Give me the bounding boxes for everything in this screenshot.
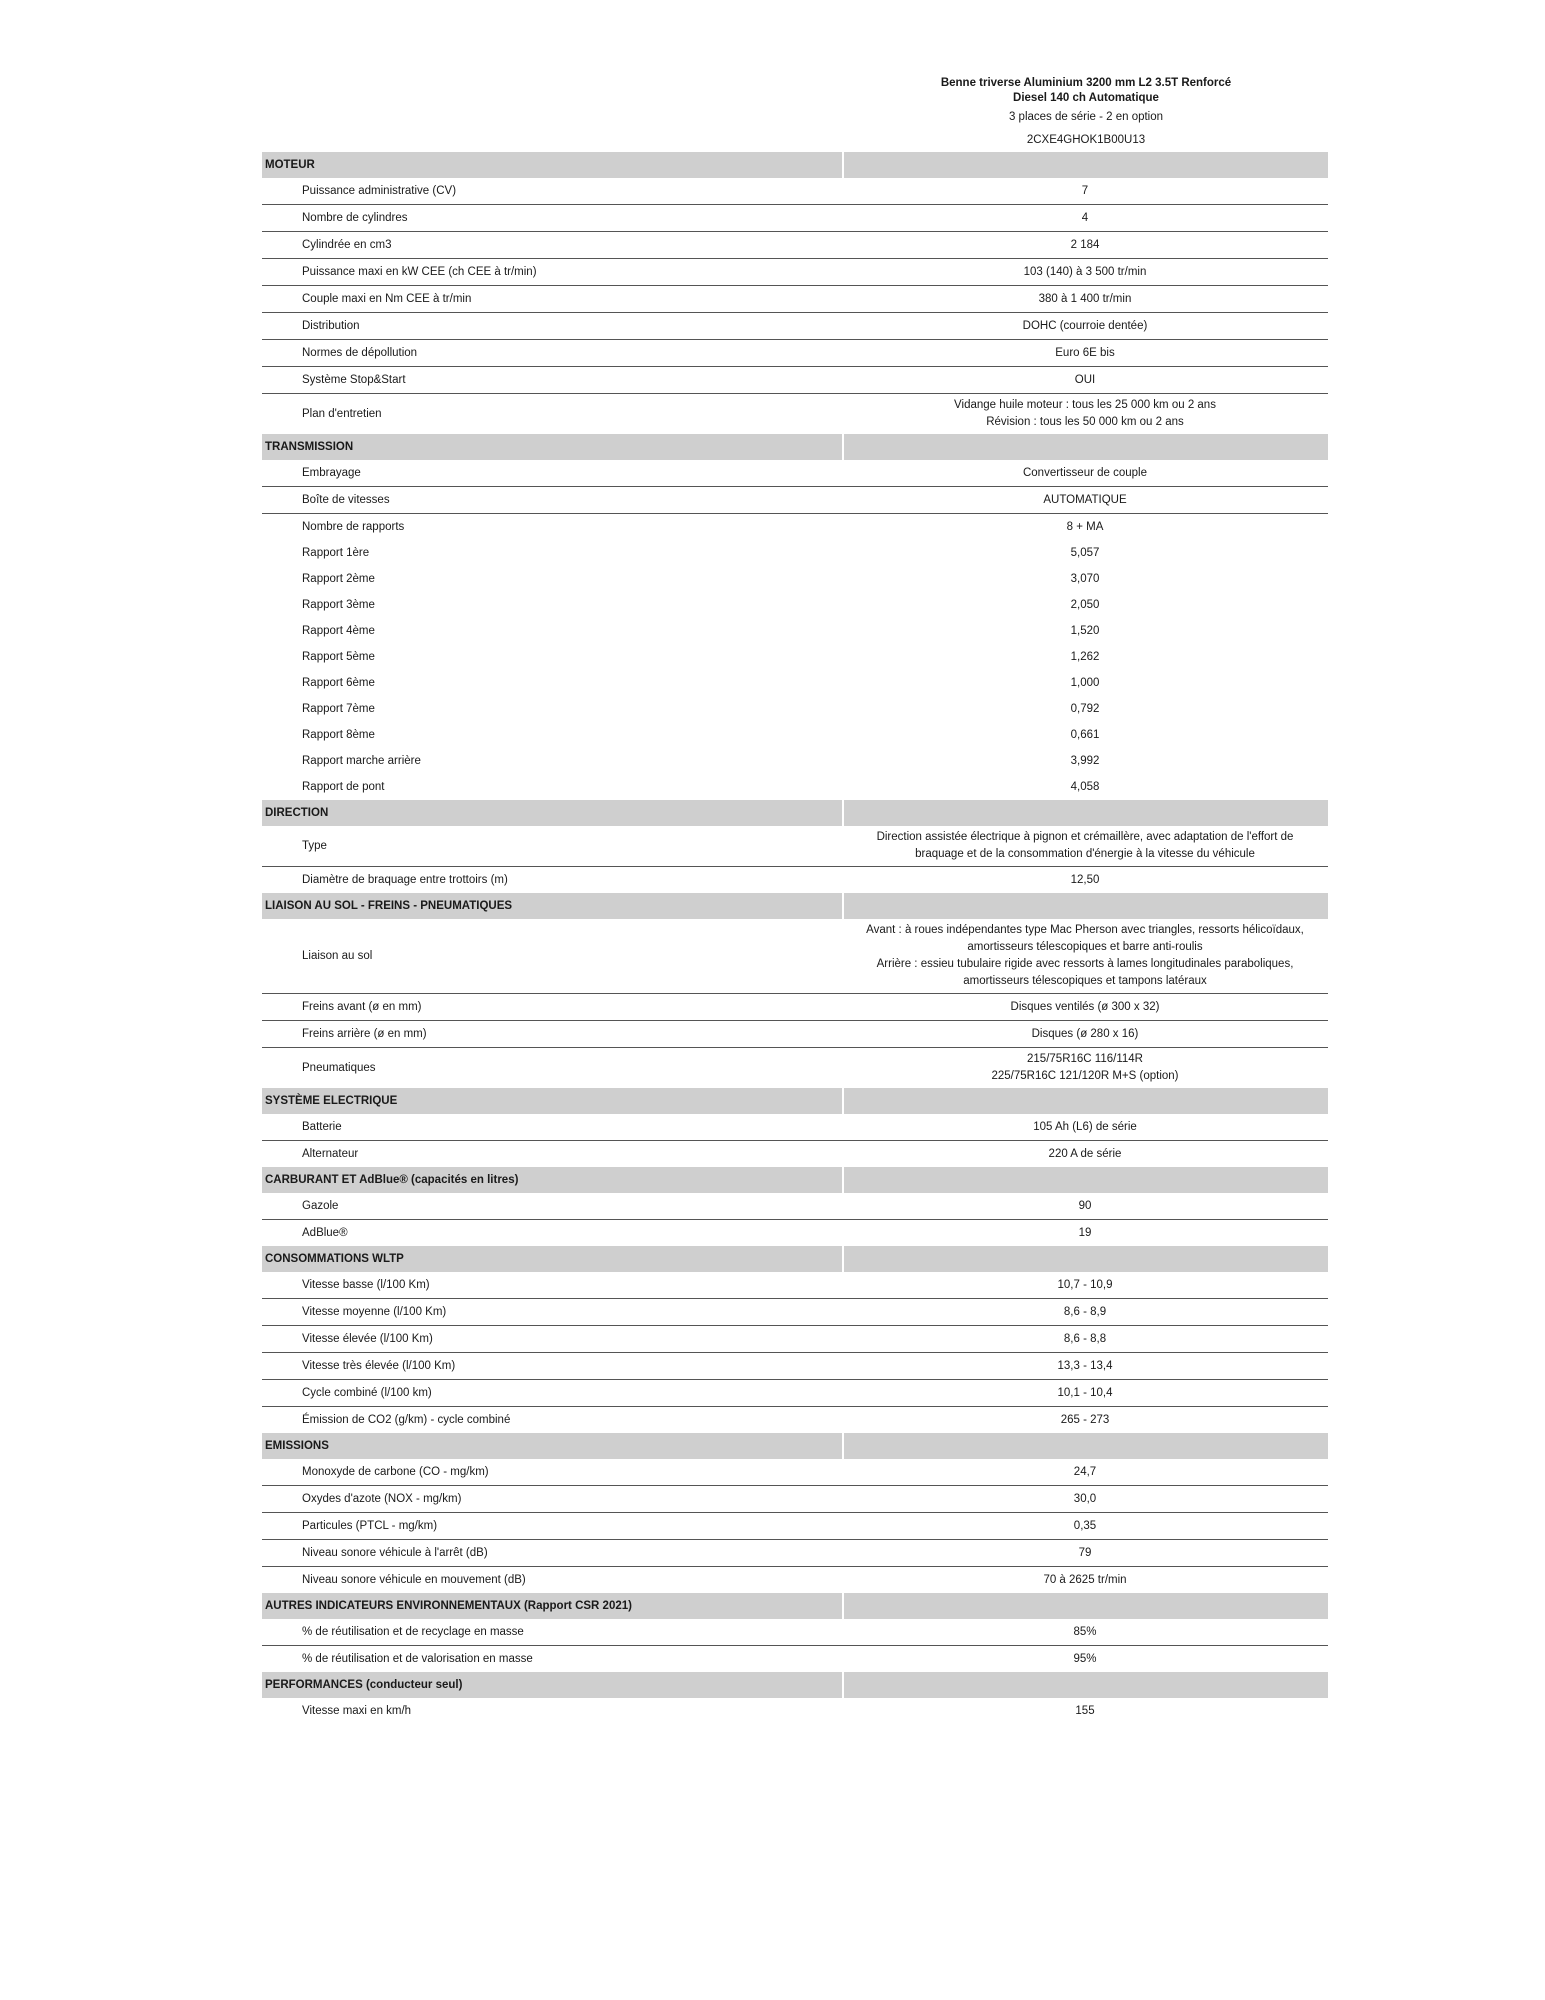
spec-label: Rapport 6ème [302,677,375,689]
spec-label: % de réutilisation et de recyclage en masse [302,1626,524,1638]
spec-row [262,178,1328,205]
section-header-fill [844,893,1328,919]
spec-row [262,696,1328,722]
section-title: CARBURANT ET AdBlue® (capacités en litres) [262,1167,842,1193]
spec-row [262,1353,1328,1380]
spec-row [262,1021,1328,1048]
spec-label: Rapport 1ère [302,547,370,559]
vehicle-code: 2CXE4GHOK1B00U13 [1026,134,1146,146]
spec-row [262,514,1328,540]
spec-label: Vitesse basse (l/100 Km) [302,1279,430,1291]
section-title: PERFORMANCES (conducteur seul) [262,1672,842,1698]
section-title: LIAISON AU SOL - FREINS - PNEUMATIQUES [262,893,842,919]
spec-value: 4,058 [1070,780,1100,793]
spec-value: 85% [1073,1625,1097,1638]
spec-value: 8,6 - 8,9 [1063,1305,1107,1318]
spec-row [262,1698,1328,1724]
vehicle-title-line-2: Diesel 140 ch Automatique [1013,92,1159,104]
spec-row [262,748,1328,774]
spec-row [262,1486,1328,1513]
section-title: TRANSMISSION [262,434,842,460]
spec-value: 1,000 [1070,676,1100,689]
spec-row [262,340,1328,367]
spec-label: Couple maxi en Nm CEE à tr/min [302,293,472,305]
spec-row [262,919,1328,994]
spec-label: Rapport 4ème [302,625,375,637]
section-header-fill [844,434,1328,460]
spec-label: Embrayage [302,467,361,479]
spec-row [262,1380,1328,1407]
spec-value: Direction assistée électrique à pignon et crémaillère, avec adaptation de l'effort de braquage et de la consommation d'énergie à la vitesse du véhicule [876,831,1294,860]
spec-label: Cylindrée en cm3 [302,239,392,251]
section-header [262,1088,1328,1114]
spec-label: Vitesse moyenne (l/100 Km) [302,1306,447,1318]
spec-value: 8,6 - 8,8 [1063,1332,1107,1345]
spec-value: OUI [1074,373,1096,386]
spec-row [262,1193,1328,1220]
spec-label: Rapport 2ème [302,573,375,585]
section-header-fill [844,1167,1328,1193]
spec-value: 2 184 [1070,238,1100,251]
spec-row [262,1646,1328,1672]
spec-row [262,566,1328,592]
spec-row [262,487,1328,514]
section-header [262,152,1328,178]
spec-label: Rapport de pont [302,781,385,793]
spec-value: AUTOMATIQUE [1043,493,1127,506]
spec-row [262,774,1328,800]
spec-value: 30,0 [1073,1492,1097,1505]
spec-row [262,1048,1328,1088]
spec-label: Normes de dépollution [302,347,418,359]
spec-label: Oxydes d'azote (NOX - mg/km) [302,1493,462,1505]
spec-label: Système Stop&Start [302,374,406,386]
spec-sheet [262,76,1328,1724]
section-header [262,1593,1328,1619]
section-header [262,1433,1328,1459]
spec-label: Distribution [302,320,360,332]
spec-value: 10,7 - 10,9 [1057,1278,1113,1291]
section-title: DIRECTION [262,800,842,826]
spec-label: Vitesse élevée (l/100 Km) [302,1333,433,1345]
section-title: AUTRES INDICATEURS ENVIRONNEMENTAUX (Rapport CSR 2021) [262,1593,842,1619]
spec-value: Disques (ø 280 x 16) [1031,1027,1139,1040]
spec-label: Gazole [302,1200,339,1212]
spec-value: 155 [1075,1704,1095,1717]
spec-row [262,394,1328,434]
spec-value: 0,661 [1070,728,1100,741]
spec-value: 380 à 1 400 tr/min [1038,292,1132,305]
spec-value: 13,3 - 13,4 [1057,1359,1113,1372]
spec-label: Nombre de rapports [302,521,405,533]
spec-row [262,313,1328,340]
spec-value: 95% [1073,1652,1097,1665]
spec-value: 7 [1081,184,1089,197]
spec-value: 4 [1081,211,1089,224]
spec-label: Particules (PTCL - mg/km) [302,1520,438,1532]
spec-value: DOHC (courroie dentée) [1022,319,1148,332]
spec-label: Liaison au sol [302,950,373,962]
section-header-fill [844,800,1328,826]
spec-value: Avant : à roues indépendantes type Mac Pherson avec triangles, ressorts hélicoïdaux, amortisseurs télescopiques et barre anti-roulis Arrière : essieu tubulaire rigide avec ressorts à lames longitudinales paraboliques, amortisseurs télescopiques et tampons latéraux [866,924,1304,987]
spec-label: Puissance maxi en kW CEE (ch CEE à tr/min) [302,266,537,278]
spec-row [262,644,1328,670]
section-header-fill [844,1246,1328,1272]
section-header [262,893,1328,919]
spec-row [262,592,1328,618]
spec-row [262,1299,1328,1326]
spec-label: Type [302,840,327,852]
section-header [262,1246,1328,1272]
spec-row [262,286,1328,313]
section-title: SYSTÈME ELECTRIQUE [262,1088,842,1114]
spec-row [262,1619,1328,1646]
spec-label: Boîte de vitesses [302,494,390,506]
spec-value: 10,1 - 10,4 [1057,1386,1113,1399]
spec-value: Disques ventilés (ø 300 x 32) [1010,1000,1160,1013]
spec-row [262,259,1328,286]
section-header-fill [844,1672,1328,1698]
spec-row [262,1459,1328,1486]
spec-label: % de réutilisation et de valorisation en masse [302,1653,533,1665]
spec-row [262,1567,1328,1593]
section-title: CONSOMMATIONS WLTP [262,1246,842,1272]
section-header [262,1167,1328,1193]
spec-row [262,826,1328,867]
spec-row [262,232,1328,259]
spec-label: AdBlue® [302,1227,348,1239]
section-header-fill [844,152,1328,178]
spec-row [262,1540,1328,1567]
spec-table [262,152,1328,1724]
spec-value: 19 [1078,1226,1092,1239]
spec-label: Rapport 7ème [302,703,375,715]
section-header-fill [844,1593,1328,1619]
spec-value: 8 + MA [1066,520,1104,533]
spec-label: Alternateur [302,1148,359,1160]
spec-row [262,1407,1328,1433]
spec-label: Rapport 5ème [302,651,375,663]
spec-label: Niveau sonore véhicule à l'arrêt (dB) [302,1547,488,1559]
document-header [844,76,1328,152]
spec-row [262,367,1328,394]
spec-value: 79 [1078,1546,1092,1559]
spec-value: 1,520 [1070,624,1100,637]
spec-label: Freins arrière (ø en mm) [302,1028,427,1040]
spec-label: Plan d'entretien [302,408,382,420]
spec-value: 3,992 [1070,754,1100,767]
section-header [262,800,1328,826]
spec-row [262,1141,1328,1167]
spec-value: 12,50 [1070,873,1100,886]
spec-value: 105 Ah (L6) de série [1033,1120,1137,1133]
spec-row [262,1220,1328,1246]
spec-label: Rapport 3ème [302,599,375,611]
spec-row [262,618,1328,644]
section-title: MOTEUR [262,152,842,178]
spec-row [262,1272,1328,1299]
spec-value: 103 (140) à 3 500 tr/min [1023,265,1147,278]
spec-value: 1,262 [1070,650,1100,663]
spec-value: Convertisseur de couple [1022,466,1147,479]
section-header-fill [844,1088,1328,1114]
spec-label: Freins avant (ø en mm) [302,1001,422,1013]
spec-row [262,670,1328,696]
spec-value: 220 A de série [1048,1147,1122,1160]
section-header [262,434,1328,460]
section-header-fill [844,1433,1328,1459]
spec-row [262,1513,1328,1540]
spec-label: Puissance administrative (CV) [302,185,457,197]
section-title: EMISSIONS [262,1433,842,1459]
spec-label: Cycle combiné (l/100 km) [302,1387,432,1399]
spec-label: Vitesse très élevée (l/100 Km) [302,1360,456,1372]
spec-label: Batterie [302,1121,342,1133]
spec-value: Vidange huile moteur : tous les 25 000 km ou 2 ans Révision : tous les 50 000 km ou 2 ans [954,399,1216,428]
seating-info: 3 places de série - 2 en option [1008,111,1164,123]
spec-label: Nombre de cylindres [302,212,408,224]
spec-row [262,460,1328,487]
spec-value: 265 - 273 [1060,1413,1110,1426]
spec-value: 24,7 [1073,1465,1097,1478]
spec-value: 2,050 [1070,598,1100,611]
spec-value: 5,057 [1070,546,1100,559]
spec-label: Niveau sonore véhicule en mouvement (dB) [302,1574,526,1586]
spec-value: 0,35 [1073,1519,1097,1532]
spec-label: Monoxyde de carbone (CO - mg/km) [302,1466,489,1478]
spec-row [262,1114,1328,1141]
spec-value: 0,792 [1070,702,1100,715]
spec-value: 3,070 [1070,572,1100,585]
spec-label: Vitesse maxi en km/h [302,1705,412,1717]
spec-value: 90 [1078,1199,1092,1212]
spec-value: Euro 6E bis [1055,346,1115,359]
section-header [262,1672,1328,1698]
spec-row [262,722,1328,748]
spec-label: Rapport marche arrière [302,755,421,767]
spec-row [262,994,1328,1021]
spec-value: 70 à 2625 tr/min [1043,1573,1127,1586]
spec-label: Rapport 8ème [302,729,375,741]
spec-value: 215/75R16C 116/114R 225/75R16C 121/120R M+S (option) [991,1053,1179,1082]
spec-label: Pneumatiques [302,1062,376,1074]
vehicle-title-line-1: Benne triverse Aluminium 3200 mm L2 3.5T Renforcé [940,77,1232,89]
spec-label: Diamètre de braquage entre trottoirs (m) [302,874,508,886]
spec-row [262,867,1328,893]
spec-row [262,540,1328,566]
spec-row [262,1326,1328,1353]
spec-label: Émission de CO2 (g/km) - cycle combiné [302,1414,511,1426]
spec-row [262,205,1328,232]
